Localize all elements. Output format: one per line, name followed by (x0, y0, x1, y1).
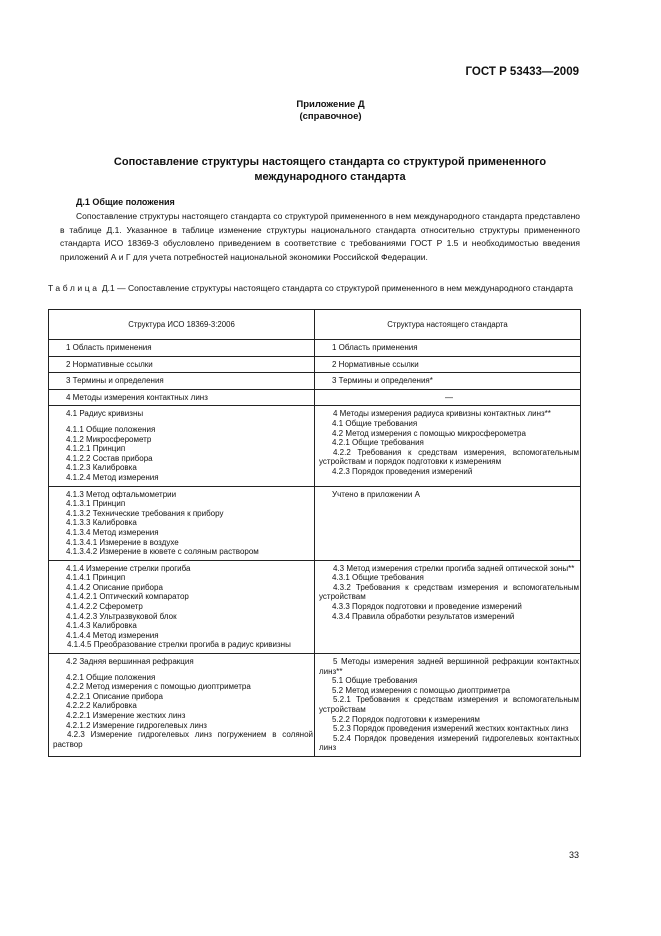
table-cell-national (315, 389, 581, 406)
table-cell-line: 5.2.2 Порядок подготовки к измерениям (332, 714, 480, 724)
table-cell-line: 4.2 Метод измерения с помощью микросферометра (332, 428, 526, 438)
table-cell-line: 4.3.4 Правила обработки результатов измерений (332, 611, 515, 621)
table-caption-label: Таблица (48, 283, 100, 293)
table-cell-national (315, 373, 581, 390)
document-header-standard: ГОСТ Р 53433—2009 (465, 66, 579, 78)
table-cell-line: 4.2.1 Общие положения (66, 672, 156, 682)
table-cell-national (315, 356, 581, 373)
table-cell-line: 4.1.1 Общие положения (66, 424, 156, 434)
table-cell-line: 4.1.2.4 Метод измерения (66, 472, 159, 482)
table-cell-national (315, 340, 581, 357)
table-cell-national (315, 560, 581, 653)
table-row (49, 560, 581, 653)
annex-type: (справочное) (299, 111, 362, 122)
table-cell-line: 2 Нормативные ссылки (332, 359, 419, 369)
table-cell-line: 4.3.2 Требования к средствам измерения и вспомогательным устройствам (319, 582, 579, 602)
table-cell-line: 5 Методы измерения задней вершинной рефракции контактных линз** (319, 657, 579, 676)
table-cell-line: 4.1.2.2 Состав прибора (66, 453, 153, 463)
page-title-line-2: международного стандарта (254, 171, 406, 183)
table-row (49, 356, 581, 373)
table-cell-line: 3 Термины и определения* (332, 376, 433, 386)
annex-title: Приложение Д (296, 99, 365, 110)
table-cell-line: 4.1 Радиус кривизны (66, 409, 144, 419)
table-cell-line: 4.1.3.3 Калибровка (66, 518, 137, 528)
table-cell-line: 4.3.1 Общие требования (332, 573, 424, 583)
table-cell-national (315, 486, 581, 560)
table-cell-line: 5.2.1 Требования к средствам измерения и вспомогательным устройствам (319, 695, 579, 714)
table-cell-iso (49, 486, 315, 560)
table-cell-line: 4.1.3.4 Метод измерения (66, 527, 159, 537)
table-row (49, 486, 581, 560)
table-cell-line: 4.1.4.5 Преобразование стрелки прогиба в радиус кривизны (67, 640, 291, 650)
table-cell-line: 4.1.3 Метод офтальмометрии (66, 489, 177, 499)
table-cell-national (315, 406, 581, 486)
table-cell-line: 4.2.2 Требования к средствам измерения, вспомогательным устройствам и порядок подготовки к измерениям (319, 447, 579, 467)
table-cell-line: 5.2.4 Порядок проведения измерений гидрогелевых контактных линз (319, 733, 579, 753)
page-title-line-1: Сопоставление структуры настоящего стандарта со структурой примененного (113, 156, 547, 168)
table-cell-line: 4.2 Задняя вершинная рефракция (66, 657, 194, 667)
table-cell-line: 4 Методы измерения радиуса кривизны контактных линз** (333, 409, 551, 419)
table-cell-line: 4.1.2 Микросферометр (66, 434, 152, 444)
table-cell-line: 4.2.2 Метод измерения с помощью диоптриметра (66, 682, 251, 692)
table-caption-text: Д.1 — Сопоставление структуры настоящего стандарта со структурой примененного в нем международного стандарта (99, 283, 573, 293)
page-number: 33 (568, 850, 579, 860)
table-cell-iso (49, 373, 315, 390)
table-cell-line: 4.1.3.2 Технические требования к прибору (66, 508, 224, 518)
table-row (49, 406, 581, 486)
table-cell-line: 5.2.3 Порядок проведения измерений жестких контактных линз (333, 724, 569, 734)
page-title (60, 155, 600, 185)
table-cell-line: 4.1.4.2.3 Ультразвуковой блок (66, 611, 177, 621)
table-cell-line: 4.1.4.4 Метод измерения (66, 630, 159, 640)
table-cell-iso (49, 560, 315, 653)
table-cell-line: 4.3.3 Порядок подготовки и проведение измерений (332, 602, 522, 612)
table-cell-iso (49, 389, 315, 406)
table-cell-national (315, 654, 581, 757)
table-cell-line: 4.2.2.1 Измерение жестких линз (66, 711, 186, 720)
table-cell-line: 3 Термины и определения (66, 376, 164, 386)
table-cell-line: 4.1.4.2.2 Сферометр (66, 602, 143, 612)
table-cell-line: 1 Область применения (66, 343, 152, 352)
table-cell-line: 5.2 Метод измерения с помощью диоптриметра (332, 685, 511, 695)
table-cell-line: 4.1.2.3 Калибровка (66, 463, 137, 473)
table-cell-line: 4.1.4.3 Калибровка (66, 621, 137, 631)
intro-paragraph: Сопоставление структуры настоящего стандарта со структурой примененного в нем международного стандарта представлено в таблице Д.1. Указанное в таблице изменение структуры национального стандарта относительно структуры примененного стандарта ИСО 18369-3 обусловлено приведением в соответствие с требованиями ГОСТ Р 1.5 и необходимостью введения приложений А и Г для учета потребностей национальной экономики Российской Федерации. (60, 211, 580, 262)
table-cell-line: 4.2.3 Измерение гидрогелевых линз погружением в соляной раствор (53, 730, 313, 749)
table-row (49, 373, 581, 390)
table-cell-line: 4.1.3.1 Принцип (66, 499, 126, 509)
table-cell-line: 4.2.3 Порядок проведения измерений (332, 466, 473, 476)
table-cell-iso (49, 654, 315, 757)
table-cell-iso (49, 406, 315, 486)
table-header-row (49, 310, 581, 340)
table-row (49, 389, 581, 406)
table-cell-iso (49, 340, 315, 357)
table-header-national: Структура настоящего стандарта (315, 310, 581, 340)
table-cell-line: 5.1 Общие требования (332, 676, 418, 686)
table-cell-line: 4.1.4.1 Принцип (66, 573, 126, 583)
table-cell-line: 4 Методы измерения контактных линз (66, 392, 208, 402)
table-header-iso: Структура ИСО 18369-3:2006 (49, 310, 315, 340)
structure-comparison-table (48, 309, 581, 757)
section-heading: Д.1 Общие положения (76, 197, 175, 207)
table-cell-line: 4.1.4 Измерение стрелки прогиба (66, 563, 191, 573)
table-cell-line: 4.1.4.2 Описание прибора (66, 582, 163, 592)
table-cell-line: 4.1.3.4.1 Измерение в воздухе (66, 537, 179, 547)
table-row (49, 340, 581, 357)
table-cell-line: 4.2.2.2 Калибровка (66, 701, 137, 711)
table-cell-line: 4.3 Метод измерения стрелки прогиба задней оптической зоны** (333, 563, 575, 573)
table-cell-line: 4.1.4.2.1 Оптический компаратор (66, 592, 189, 602)
table-cell-line: — (445, 392, 453, 402)
table-cell-line: 2 Нормативные ссылки (66, 359, 153, 369)
table-cell-line: 4.2.2.1 Описание прибора (66, 691, 163, 701)
table-cell-line: 1 Область применения (332, 343, 418, 352)
table-cell-line: 4.1.2.1 Принцип (66, 444, 126, 454)
table-cell-iso (49, 356, 315, 373)
table-cell-line: 4.1.3.4.2 Измерение в кювете с соляным раствором (66, 547, 259, 557)
table-caption (48, 283, 580, 295)
table-cell-line: 4.2.1.2 Измерение гидрогелевых линз (66, 720, 207, 730)
table-cell-line: 4.2.1 Общие требования (332, 438, 424, 448)
table-cell-line: Учтено в приложении А (332, 489, 420, 499)
table-cell-line: 4.1 Общие требования (332, 418, 418, 428)
table-row (49, 654, 581, 757)
